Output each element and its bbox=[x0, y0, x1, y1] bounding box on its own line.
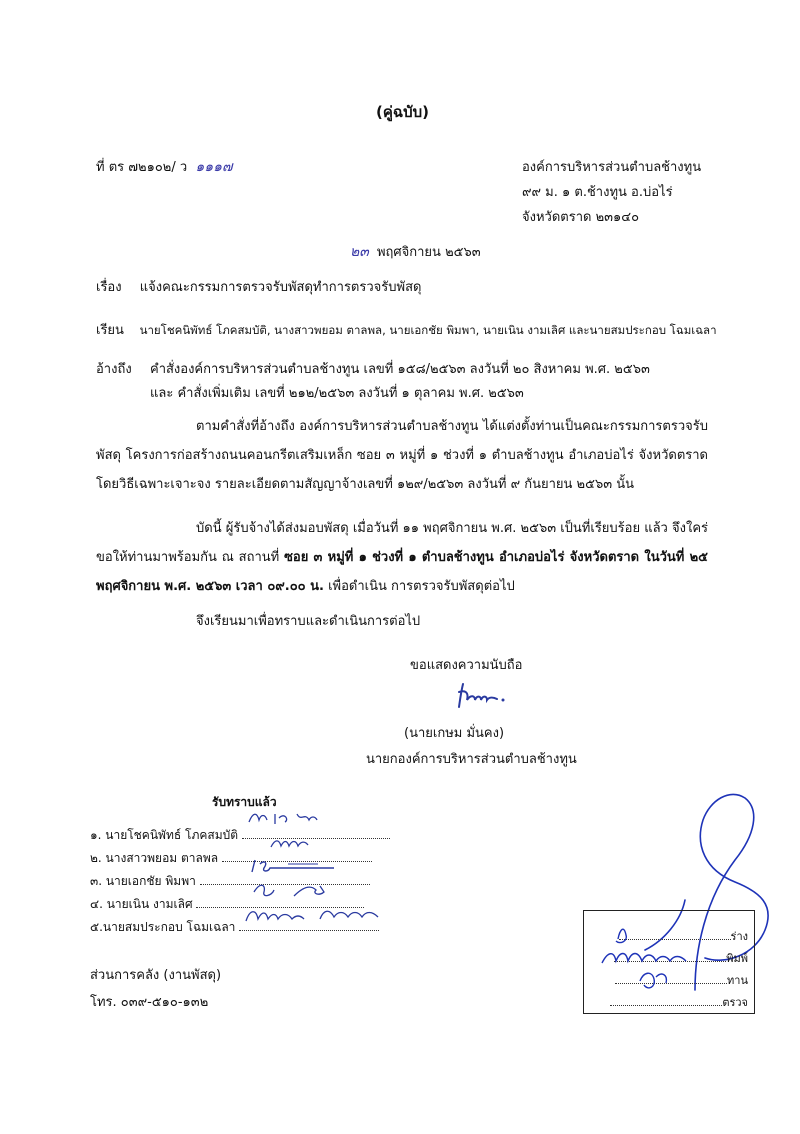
routing-initials bbox=[590, 915, 730, 1001]
closing-phrase: ขอแสดงความนับถือ bbox=[410, 658, 523, 673]
committee-member-name: ๔. นายเนิน งามเลิศ bbox=[90, 897, 193, 911]
subject-label: เรื่อง bbox=[96, 280, 122, 295]
member-5-signature bbox=[242, 903, 392, 927]
reference-label: อ้างถึง bbox=[96, 362, 132, 377]
member-3-signature bbox=[248, 856, 338, 878]
paragraph-2-text-a: บัดนี้ ผู้รับจ้างได้ส่งมอบพัสดุ เมื่อวันที่ ๑๑ พฤศจิกายน พ.ศ. ๒๕๖๓ เป็นที่เรียบร้อย แล้ว จึงใคร่ขอให้ท่านมาพร้อมกัน ณ สถานที่ bbox=[96, 521, 708, 565]
reference-prefix: ที่ ตร ๗๒๑๐๒/ ว bbox=[96, 160, 188, 175]
addressee-label: เรียน bbox=[96, 323, 124, 338]
signatory-position: นายกองค์การบริหารส่วนตำบลช้างทูน bbox=[366, 752, 577, 767]
committee-member-name: ๒. นางสาวพยอม ตาลพล bbox=[90, 851, 219, 865]
committee-member-name: ๕.นายสมประกอบ โฉมเฉลา bbox=[90, 920, 236, 934]
committee-member-name: ๑. นายโชคนิพัทธ์ โภคสมบัติ bbox=[90, 828, 239, 842]
signatory-signature bbox=[455, 680, 525, 710]
office-name: องค์การบริหารส่วนตำบลช้างทูน bbox=[522, 160, 702, 175]
reference-line-1: คำสั่งองค์การบริหารส่วนตำบลช้างทูน เลขที่ ๑๕๘/๒๕๖๓ ลงวันที่ ๒๐ สิงหาคม พ.ศ. ๒๕๖๓ bbox=[150, 362, 650, 377]
addressee-text: นายโชคนิพัทธ์ โภคสมบัติ, นางสาวพยอม ตาลพล, นายเอกชัย พิมพา, นายเนิน งามเลิศ และนายสมประกอบ โฉมเฉลา bbox=[139, 323, 717, 337]
routing-label-check: ตรวจ bbox=[722, 996, 748, 1009]
routing-label-review: ทาน bbox=[727, 974, 748, 987]
member-2-signature bbox=[268, 834, 318, 852]
document-date bbox=[350, 241, 481, 263]
date-month-year: พฤศจิกายน ๒๕๖๓ bbox=[376, 245, 481, 260]
handwritten-reference-number: ๑๑๑๗ bbox=[195, 159, 233, 175]
handwritten-day: ๒๓ bbox=[350, 244, 369, 260]
office-address: ๙๙ ม. ๑ ต.ช้างทูน อ.บ่อไร่ bbox=[522, 185, 673, 200]
body-paragraph-1 bbox=[96, 412, 708, 499]
subject-text: แจ้งคณะกรรมการตรวจรับพัสดุทำการตรวจรับพัสดุ bbox=[139, 280, 422, 295]
copy-label: (คู่ฉบับ) bbox=[376, 103, 430, 121]
subject-line bbox=[96, 276, 421, 297]
contact-phone: โทร. ๐๓๙-๕๑๐-๑๓๒ bbox=[90, 995, 209, 1010]
paragraph-2-location-time: ซอย ๓ หมู่ที่ ๑ ช่วงที่ ๑ ตำบลช้างทูน อำเภอบ่อไร่ จังหวัดตราด ในวันที่ ๒๕ พฤศจิกายน พ.ศ. ๒๕๖๓ เวลา ๐๙.๐๐ น. bbox=[96, 550, 708, 594]
committee-member-name: ๓. นายเอกชัย พิมพา bbox=[90, 874, 196, 888]
routing-label-draft: ร่าง bbox=[730, 930, 748, 943]
body-paragraph-2 bbox=[96, 514, 708, 601]
paragraph-2-text-c: เพื่อดำเนิน การตรวจรับพัสดุต่อไป bbox=[323, 579, 515, 594]
body-paragraph-3: จึงเรียนมาเพื่อทราบและดำเนินการต่อไป bbox=[196, 614, 421, 629]
acknowledgement-title: รับทราบแล้ว bbox=[212, 795, 277, 809]
paragraph-1-text: ตามคำสั่งที่อ้างถึง องค์การบริหารส่วนตำบลช้างทูน ได้แต่งตั้งท่านเป็นคณะกรรมการตรวจรับพัสดุ โครงการก่อสร้างถนนคอนกรีตเสริมเหล็ก ซอย ๓ หมู่ที่ ๑ ช่วงที่ ๑ ตำบลช้างทูน อำเภอบ่อไร่ จังหวัดตราด โดยวิธีเฉพาะเจาะจง รายละเอียดตามสัญญาจ้างเลขที่ ๑๒๙/๒๕๖๓ ลงวันที่ ๙ กันยายน ๒๕๖๓ นั้น bbox=[96, 419, 708, 492]
acknowledgement-row-1 bbox=[90, 826, 390, 845]
addressee-line bbox=[96, 319, 717, 340]
member-4-signature bbox=[250, 878, 340, 902]
approval-routing-box bbox=[583, 910, 755, 1014]
office-province: จังหวัดตราด ๒๓๑๔๐ bbox=[522, 210, 640, 225]
document-reference bbox=[96, 156, 233, 178]
signatory-name: (นายเกษม มั่นคง) bbox=[404, 726, 505, 741]
reference-line-2: และ คำสั่งเพิ่มเติม เลขที่ ๒๑๒/๒๕๖๓ ลงวันที่ ๑ ตุลาคม พ.ศ. ๒๕๖๓ bbox=[150, 386, 524, 401]
member-1-signature bbox=[245, 808, 335, 828]
routing-label-print: พิมพ์ bbox=[726, 952, 748, 965]
issuing-department: ส่วนการคลัง (งานพัสดุ) bbox=[90, 968, 222, 983]
